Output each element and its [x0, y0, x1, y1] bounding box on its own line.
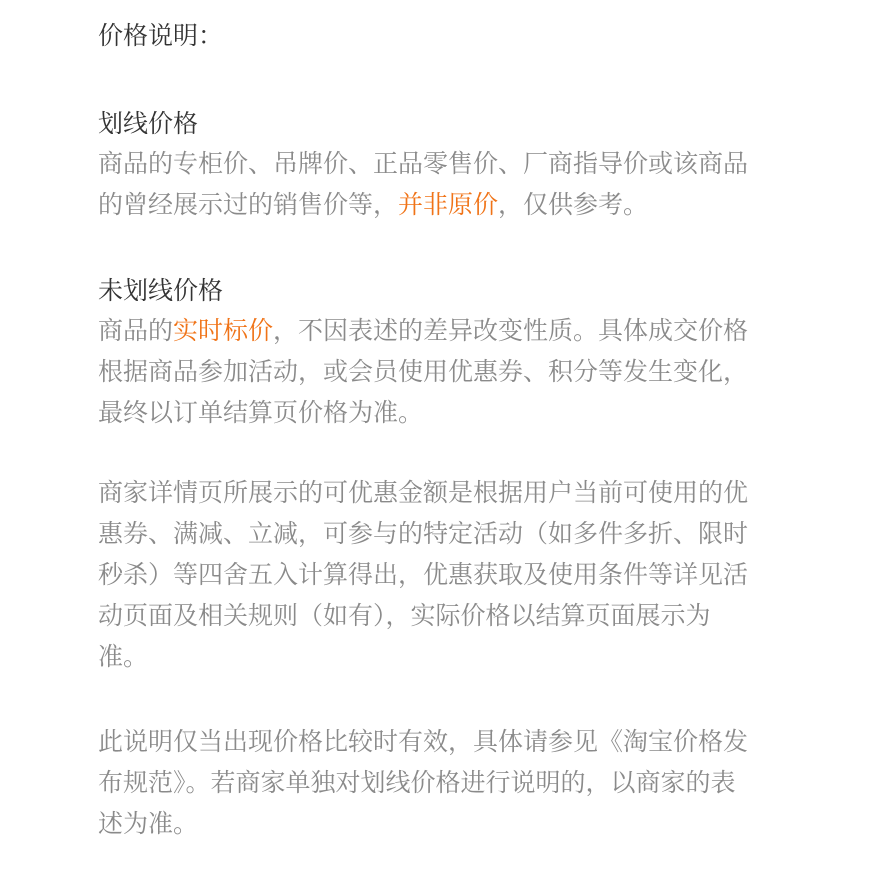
non-strikethrough-price-section: [98, 272, 788, 433]
strikethrough-price-line-2: [98, 184, 788, 225]
non-strikethrough-price-line-2: 根据商品参加活动，或会员使用优惠券、积分等发生变化，: [98, 357, 749, 386]
discount-note-line-1: 商家详情页所展示的可优惠金额是根据用户当前可使用的优: [98, 478, 749, 507]
text-segment: ，仅供参考。: [498, 190, 649, 219]
text-segment: ，不因表述的差异改变性质。具体成交价格: [273, 316, 749, 345]
non-strikethrough-price-line-1: [98, 310, 788, 351]
discount-note-section: [98, 472, 788, 677]
discount-note-line-4: 动页面及相关规则（如有），实际价格以结算页面展示为: [98, 601, 711, 630]
discount-note-line-2: 惠券、满减、立减，可参与的特定活动（如多件多折、限时: [98, 519, 749, 548]
closing-note-line-2: 布规范》。若商家单独对划线价格进行说明的，以商家的表: [98, 768, 736, 797]
strikethrough-price-line-1: 商品的专柜价、吊牌价、正品零售价、厂商指导价或该商品: [98, 149, 749, 178]
non-strikethrough-price-line-3: 最终以订单结算页价格为准。: [98, 398, 424, 427]
strikethrough-price-heading: 划线价格: [98, 109, 199, 138]
page-title: 价格说明：: [98, 21, 224, 50]
non-strikethrough-price-heading: 未划线价格: [98, 276, 224, 305]
strikethrough-price-section: [98, 105, 788, 225]
text-segment: 商品的: [98, 316, 174, 345]
highlight-not-original-price: 并非原价: [398, 190, 499, 219]
closing-note-line-3: 述为准。: [98, 809, 199, 838]
highlight-real-time-price: 实时标价: [173, 316, 274, 345]
text-segment: 的曾经展示过的销售价等，: [98, 190, 399, 219]
price-description: [98, 18, 788, 844]
closing-note-line-1: 此说明仅当出现价格比较时有效，具体请参见《淘宝价格发: [98, 727, 749, 756]
discount-note-line-3: 秒杀）等四舍五入计算得出，优惠获取及使用条件等详见活: [98, 560, 749, 589]
closing-note-section: [98, 721, 788, 844]
discount-note-line-5: 准。: [98, 642, 149, 671]
